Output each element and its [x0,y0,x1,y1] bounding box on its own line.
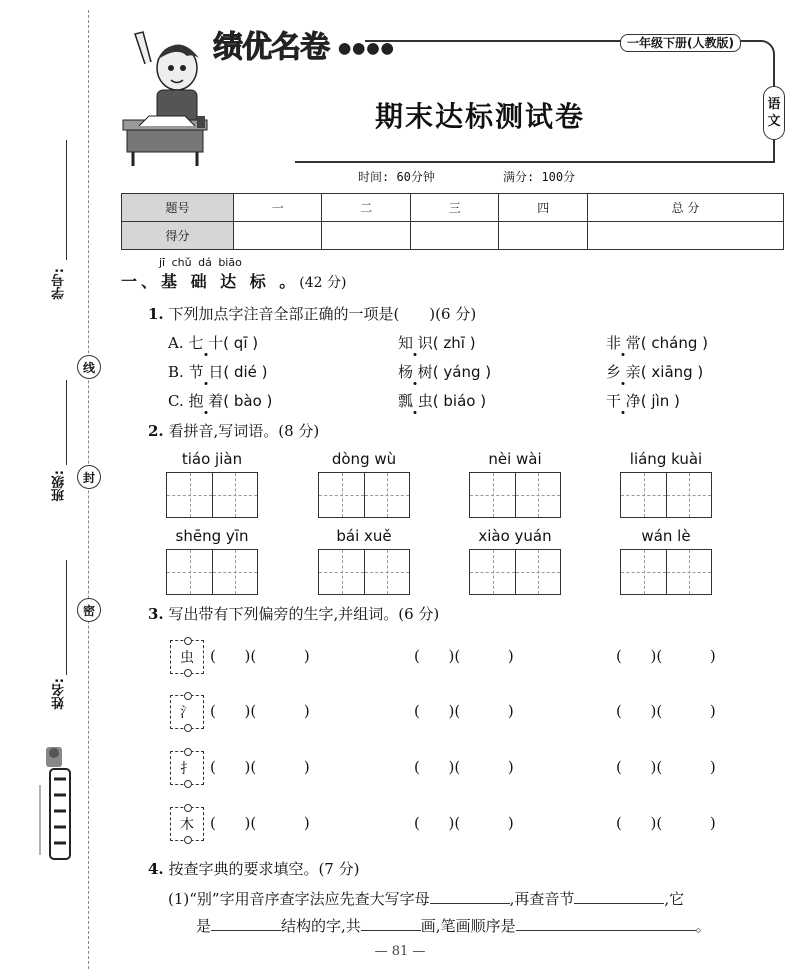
option-a-item: 知 识( zhī ) [398,334,476,352]
subject-tag: 语 文 [763,86,785,140]
question-1: 1. 下列加点字注音全部正确的一项是( )(6 分) [148,305,477,323]
answer-blank[interactable]: ( )( ) [616,647,716,665]
word-grid: dòng wù [318,450,410,518]
word-grid: nèi wài [469,450,561,518]
answer-blank[interactable]: ( )( ) [616,702,716,720]
word-grid: tiáo jiàn [166,450,258,518]
binding-margin [0,0,100,979]
answer-blank[interactable]: ( )( ) [210,647,310,665]
score-table-row [122,194,784,222]
word-grid: xiào yuán [469,527,561,595]
binding-dashed-line [88,10,89,969]
class-field[interactable] [66,380,67,465]
option-a[interactable]: A. 七 十( qī ) [168,334,259,352]
tianzige-box[interactable] [318,549,410,595]
option-b-item: 乡 亲( xiāng ) [606,363,704,381]
score-cell[interactable] [499,222,587,250]
radical-box: 扌 [170,751,204,785]
answer-blank[interactable]: ( )( ) [414,702,514,720]
question-4: 4. 按查字典的要求填空。(7 分) [148,860,360,878]
q4-line-2: 是 结构的字,共 画,笔画顺序是 。 [196,917,711,935]
answer-blank[interactable]: ( )( ) [414,647,514,665]
radical-row [170,807,790,841]
score-table-col: 二 [322,194,410,222]
option-c[interactable]: C. 抱 着( bào ) [168,392,273,410]
tianzige-box[interactable] [166,549,258,595]
tianzige-box[interactable] [620,472,712,518]
q4-line-1: (1)“别”字用音序查字法应先查大写字母 ,再查音节 ,它 [168,890,685,908]
option-c-item: 瓢 虫( biáo ) [398,392,487,410]
radical-row [170,695,790,729]
radical-box: 氵 [170,695,204,729]
tianzige-box[interactable] [620,549,712,595]
answer-blank[interactable]: ( )( ) [210,702,310,720]
tianzige-box[interactable] [166,472,258,518]
answer-blank[interactable]: ( )( ) [414,758,514,776]
brand-logo: 绩优名卷 ●●●● [213,30,396,65]
page-number: — 81 — [374,944,426,959]
stroke-count-blank[interactable] [361,915,421,931]
option-b-item: 杨 树( yáng ) [398,363,492,381]
answer-blank[interactable]: ( )( ) [210,814,310,832]
word-grid: bái xuě [318,527,410,595]
section-1-pinyin: jī chǔ dá biāo [159,256,242,269]
structure-blank[interactable] [211,915,281,931]
score-table-header: 得分 [122,222,234,250]
student-no-label: 学号: [52,268,67,300]
section-1-title: 一、基 础 达 标 。(42 分) [121,272,347,291]
score-table-col: 四 [499,194,587,222]
header-frame-bottom [295,161,773,163]
score-cell[interactable] [587,222,783,250]
seal-seal: 封 [77,465,101,489]
answer-blank[interactable]: ( )( ) [616,758,716,776]
word-grid: wán lè [620,527,712,595]
answer-blank[interactable]: ( )( ) [210,758,310,776]
score-cell[interactable] [322,222,410,250]
stroke-order-blank[interactable] [516,915,696,931]
tianzige-box[interactable] [469,549,561,595]
score-table-col: 一 [234,194,322,222]
radical-box: 木 [170,807,204,841]
time-limit: 时间: 60分钟 [358,170,435,184]
seal-line: 线 [77,355,101,379]
header [115,10,795,170]
tianzige-box[interactable] [469,472,561,518]
radical-row [170,751,790,785]
syllable-blank[interactable] [574,888,664,904]
name-field[interactable] [66,560,67,675]
score-table [121,193,784,250]
section-1 [121,256,347,292]
name-label: 姓名: [52,678,67,710]
score-cell[interactable] [234,222,322,250]
question-3: 3. 写出带有下列偏旁的生字,并组词。(6 分) [148,605,440,623]
score-table-col: 总 分 [587,194,783,222]
word-grid: liáng kuài [620,450,712,518]
score-cell[interactable] [410,222,498,250]
option-c-item: 干 净( jìn ) [606,392,680,410]
word-grid: shēng yīn [166,527,258,595]
radical-row [170,640,790,674]
answer-blank[interactable]: ( )( ) [616,814,716,832]
radical-box: 虫 [170,640,204,674]
class-label: 班级: [52,470,67,502]
letter-blank[interactable] [430,888,510,904]
side-brand-logo-icon [32,745,82,865]
student-mascot-icon [115,20,215,170]
grade-tag: 一年级下册(人教版) [620,34,741,52]
score-table-row [122,222,784,250]
option-a-item: 非 常( cháng ) [606,334,708,352]
score-table-header: 题号 [122,194,234,222]
score-table-col: 三 [410,194,498,222]
answer-blank[interactable]: ( )( ) [414,814,514,832]
student-no-field[interactable] [66,140,67,260]
option-b[interactable]: B. 节 日( dié ) [168,363,268,381]
page-title: 期末达标测试卷 [375,100,586,133]
question-2: 2. 看拼音,写词语。(8 分) [148,422,320,440]
seal-secret: 密 [77,598,101,622]
tianzige-box[interactable] [318,472,410,518]
full-score: 满分: 100分 [503,170,576,184]
